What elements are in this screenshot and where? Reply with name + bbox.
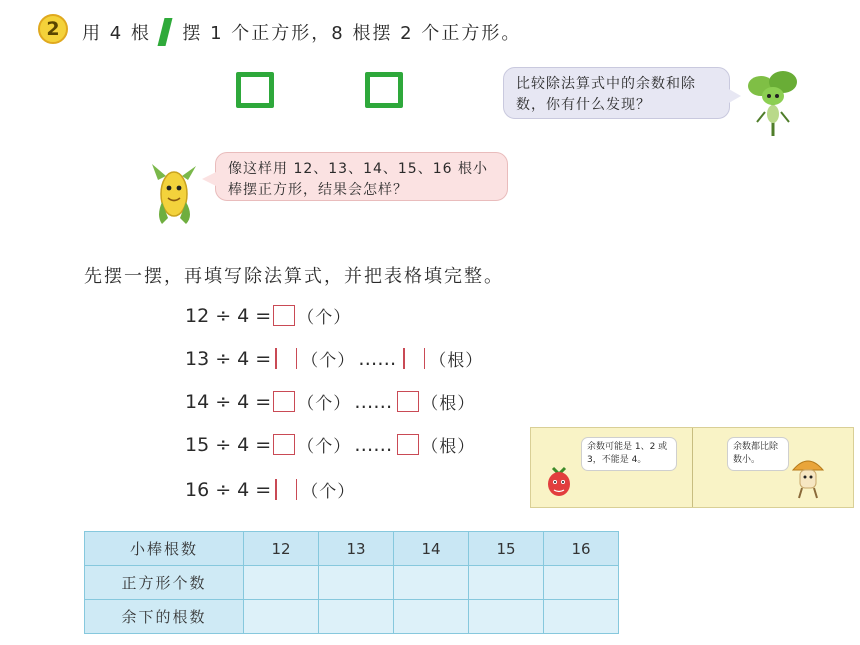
unit-label: （个） (297, 437, 352, 457)
table-cell: 14 (394, 532, 469, 566)
speech-bubble-left (215, 152, 508, 201)
table-cell-input[interactable] (394, 600, 469, 634)
mushroom-character-icon (791, 454, 825, 500)
table-cell-input[interactable] (319, 600, 394, 634)
unit-label-remainder: （根） (421, 437, 476, 457)
unit-label: （个） (301, 482, 356, 502)
panel-divider (692, 428, 693, 507)
equation-row (185, 432, 475, 457)
remainder-answer-box[interactable] (397, 391, 419, 412)
row-header: 正方形个数 (85, 566, 244, 600)
row-header: 余下的根数 (85, 600, 244, 634)
table-row (85, 532, 619, 566)
problem-text-suffix: 摆 1 个正方形，8 根摆 2 个正方形。 (182, 23, 522, 44)
quotient-answer-box[interactable] (273, 305, 295, 326)
instruction-text: 先摆一摆，再填写除法算式，并把表格填完整。 (84, 266, 504, 287)
results-table (84, 531, 619, 634)
speech-bubble-left-tail (202, 172, 216, 186)
table-cell-input[interactable] (544, 600, 619, 634)
speech-bubble-right-tail (727, 88, 741, 104)
speech-bubble-right-text: 比较除法算式中的余数和除数，你有什么发现？ (516, 76, 696, 113)
note-bubble-left (581, 437, 677, 471)
ellipsis-dots: …… (358, 347, 397, 370)
table-row (85, 566, 619, 600)
equation-expression: 16 ÷ 4 = (185, 478, 272, 501)
ellipsis-dots: …… (354, 433, 393, 456)
stick-icon (157, 18, 172, 46)
table-cell-input[interactable] (319, 566, 394, 600)
remainder-answer-blank[interactable] (401, 348, 427, 369)
row-header: 小棒根数 (85, 532, 244, 566)
problem-number-badge: 2 (38, 14, 68, 44)
table-cell-input[interactable] (544, 566, 619, 600)
note-bubble-right (727, 437, 789, 471)
unit-label: （个） (301, 351, 356, 371)
table-cell-input[interactable] (244, 566, 319, 600)
ellipsis-dots: …… (354, 390, 393, 413)
equation-row (185, 477, 355, 502)
equation-row (185, 303, 351, 328)
equation-expression: 15 ÷ 4 = (185, 433, 272, 456)
quotient-answer-box[interactable] (273, 434, 295, 455)
square-two-illustration (365, 72, 403, 108)
plant-character-icon (745, 66, 801, 138)
table-cell: 12 (244, 532, 319, 566)
problem-statement (82, 18, 521, 46)
unit-label: （个） (297, 308, 352, 328)
table-cell: 16 (544, 532, 619, 566)
corn-character-icon (148, 160, 200, 230)
quotient-answer-blank[interactable] (273, 348, 299, 369)
table-cell-input[interactable] (244, 600, 319, 634)
note-left-text: 余数可能是 1、2 或 3，不能是 4。 (587, 442, 668, 465)
unit-label: （个） (297, 394, 352, 414)
speech-bubble-left-text: 像这样用 12、13、14、15、16 根小棒摆正方形，结果会怎样？ (228, 161, 488, 198)
equation-row (185, 346, 483, 371)
equation-row (185, 389, 475, 414)
table-row (85, 600, 619, 634)
unit-label-remainder: （根） (429, 351, 484, 371)
equation-expression: 14 ÷ 4 = (185, 390, 272, 413)
table-cell: 13 (319, 532, 394, 566)
discovery-notes-panel (530, 427, 854, 508)
equation-expression: 13 ÷ 4 = (185, 347, 272, 370)
problem-text-prefix: 用 4 根 (82, 23, 151, 44)
quotient-answer-blank[interactable] (273, 479, 299, 500)
unit-label-remainder: （根） (421, 394, 476, 414)
table-cell: 15 (469, 532, 544, 566)
table-cell-input[interactable] (469, 566, 544, 600)
table-cell-input[interactable] (394, 566, 469, 600)
note-right-text: 余数都比除数小。 (733, 442, 779, 465)
strawberry-character-icon (545, 462, 573, 500)
remainder-answer-box[interactable] (397, 434, 419, 455)
table-cell-input[interactable] (469, 600, 544, 634)
speech-bubble-right (503, 67, 730, 119)
square-one-illustration (236, 72, 274, 108)
quotient-answer-box[interactable] (273, 391, 295, 412)
equation-expression: 12 ÷ 4 = (185, 304, 272, 327)
